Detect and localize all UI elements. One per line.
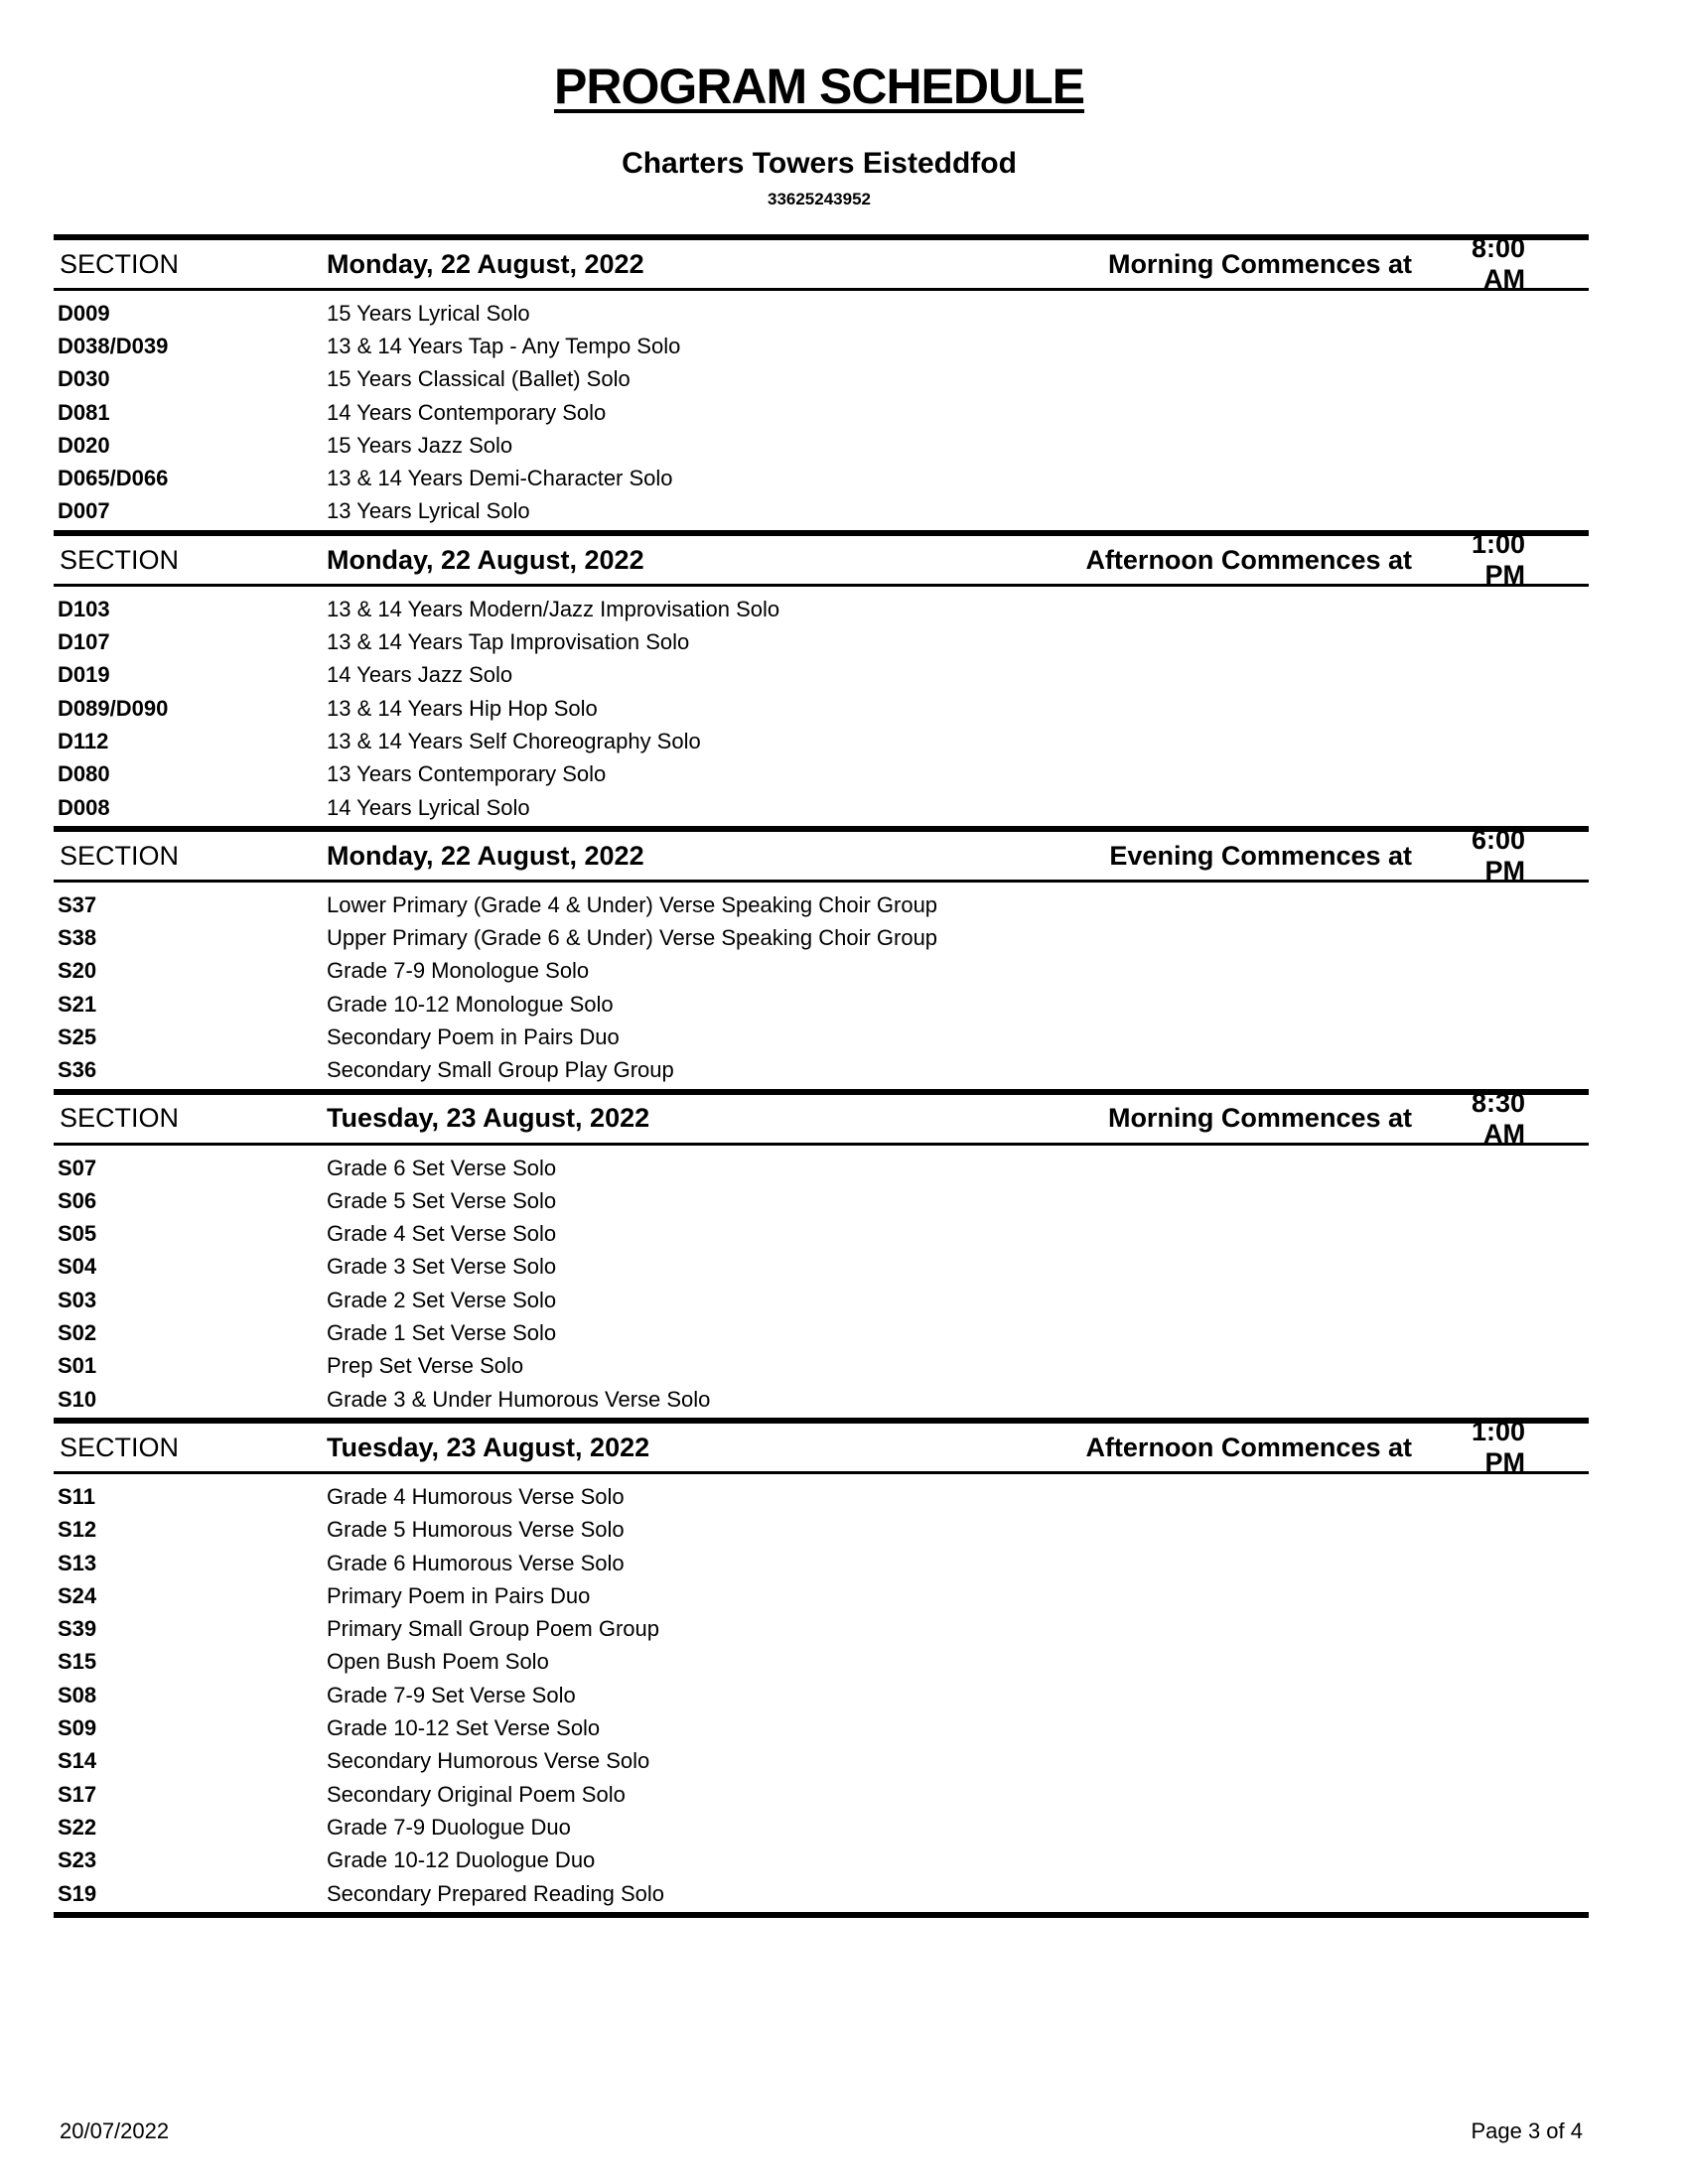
event-code-cell: S25 xyxy=(58,1024,97,1049)
table-row xyxy=(54,955,1589,988)
event-name-cell: Grade 5 Set Verse Solo xyxy=(327,1187,557,1213)
event-code-cell: S09 xyxy=(58,1715,97,1741)
event-code-cell: D020 xyxy=(58,432,110,458)
table-row xyxy=(54,1184,1589,1217)
event-code-cell: D107 xyxy=(58,629,110,655)
event-code-cell: D103 xyxy=(58,596,110,621)
section-session: Evening Commences at xyxy=(1109,840,1412,871)
event-code-cell: D019 xyxy=(58,662,110,688)
table-row xyxy=(54,1514,1589,1547)
event-name-cell: 15 Years Jazz Solo xyxy=(327,432,513,458)
event-code-cell: S21 xyxy=(58,991,97,1017)
event-code-cell: S36 xyxy=(58,1057,97,1083)
event-code-cell: S38 xyxy=(58,925,97,951)
table-row xyxy=(54,1711,1589,1744)
event-code: 33625243952 xyxy=(767,190,871,208)
table-row xyxy=(54,1021,1589,1053)
event-code-cell: S22 xyxy=(58,1814,97,1840)
event-code-cell: D007 xyxy=(58,498,110,524)
event-name: Charters Towers Eisteddfod xyxy=(622,147,1017,180)
footer-date: 20/07/2022 xyxy=(60,2118,170,2143)
section-session: Afternoon Commences at xyxy=(1085,1432,1412,1462)
event-name-cell: Lower Primary (Grade 4 & Under) Verse Speaking Choir Group xyxy=(327,891,938,917)
event-name-cell: Grade 1 Set Verse Solo xyxy=(327,1320,557,1346)
event-name-cell: Grade 3 Set Verse Solo xyxy=(327,1254,557,1280)
event-code-cell: D080 xyxy=(58,761,110,787)
section-date: Monday, 22 August, 2022 xyxy=(327,840,644,871)
section-rows xyxy=(54,1146,1589,1418)
event-name-cell: Secondary Prepared Reading Solo xyxy=(327,1880,665,1906)
table-row xyxy=(54,495,1589,528)
section-date: Tuesday, 23 August, 2022 xyxy=(327,1432,650,1462)
section-date: Tuesday, 23 August, 2022 xyxy=(327,1103,650,1134)
table-row xyxy=(54,1251,1589,1284)
schedule-section xyxy=(54,234,1589,530)
event-name-cell: Secondary Small Group Play Group xyxy=(327,1057,674,1083)
schedule-section xyxy=(54,1418,1589,1918)
event-name-cell: 15 Years Lyrical Solo xyxy=(327,300,530,326)
section-time: 8:30 AM xyxy=(1471,1087,1525,1149)
event-code-cell: S23 xyxy=(58,1847,97,1873)
section-time: 1:00 PM xyxy=(1471,529,1525,591)
event-code-cell: S03 xyxy=(58,1287,97,1312)
event-name-cell: Grade 5 Humorous Verse Solo xyxy=(327,1517,625,1543)
table-row xyxy=(54,988,1589,1021)
event-name-cell: 13 & 14 Years Tap - Any Tempo Solo xyxy=(327,333,681,358)
event-code-cell: S37 xyxy=(58,891,97,917)
table-row xyxy=(54,593,1589,625)
section-time: 6:00 PM xyxy=(1471,825,1525,887)
event-name-cell: Secondary Original Poem Solo xyxy=(327,1781,626,1807)
table-row xyxy=(54,791,1589,824)
event-code-cell: D009 xyxy=(58,300,110,326)
event-name-cell: Grade 7-9 Set Verse Solo xyxy=(327,1682,576,1707)
event-code-cell: D038/D039 xyxy=(58,333,169,358)
table-row xyxy=(54,1316,1589,1349)
event-code-cell: S08 xyxy=(58,1682,97,1707)
table-row xyxy=(54,1350,1589,1383)
table-row xyxy=(54,1613,1589,1646)
table-row xyxy=(54,1152,1589,1184)
section-rows xyxy=(54,587,1589,826)
event-name-cell: Open Bush Poem Solo xyxy=(327,1649,549,1675)
section-label: SECTION xyxy=(60,544,180,575)
table-row xyxy=(54,659,1589,692)
event-name-cell: Grade 7-9 Monologue Solo xyxy=(327,958,590,984)
schedule-sections xyxy=(54,234,1589,1918)
event-name-cell: 14 Years Lyrical Solo xyxy=(327,794,530,820)
table-row xyxy=(54,1480,1589,1513)
event-code-cell: S14 xyxy=(58,1748,97,1774)
event-code-cell: S13 xyxy=(58,1550,97,1575)
event-name-cell: 15 Years Classical (Ballet) Solo xyxy=(327,366,631,392)
section-time: 1:00 PM xyxy=(1471,1417,1525,1478)
table-row xyxy=(54,758,1589,791)
table-row xyxy=(54,1679,1589,1711)
section-session: Morning Commences at xyxy=(1107,248,1412,279)
schedule-section xyxy=(54,826,1589,1089)
table-row xyxy=(54,1284,1589,1316)
table-row xyxy=(54,921,1589,954)
event-name-cell: Grade 4 Set Verse Solo xyxy=(327,1221,557,1247)
event-name-cell: 14 Years Contemporary Solo xyxy=(327,399,607,425)
table-row xyxy=(54,363,1589,396)
section-session: Morning Commences at xyxy=(1107,1103,1412,1134)
event-code-cell: D112 xyxy=(58,728,109,753)
event-name-cell: Primary Small Group Poem Group xyxy=(327,1616,659,1642)
table-row xyxy=(54,330,1589,362)
page-title-text: PROGRAM SCHEDULE xyxy=(553,59,1085,114)
section-header xyxy=(54,233,1589,294)
event-code-cell: S07 xyxy=(58,1155,97,1180)
table-row xyxy=(54,396,1589,429)
event-code-cell: S24 xyxy=(58,1582,97,1608)
event-code-cell: S39 xyxy=(58,1616,97,1642)
event-name-cell: Upper Primary (Grade 6 & Under) Verse Speaking Choir Group xyxy=(327,925,938,951)
page-title xyxy=(0,58,1638,115)
event-code-cell: S17 xyxy=(58,1781,97,1807)
event-code-cell: S06 xyxy=(58,1187,97,1213)
event-code-cell: S02 xyxy=(58,1320,97,1346)
event-name-cell: 13 Years Lyrical Solo xyxy=(327,498,530,524)
event-code-cell: D030 xyxy=(58,366,110,392)
event-name-cell: Primary Poem in Pairs Duo xyxy=(327,1582,591,1608)
event-name-cell: 13 & 14 Years Demi-Character Solo xyxy=(327,466,673,491)
table-row xyxy=(54,625,1589,658)
event-code-cell: S05 xyxy=(58,1221,97,1247)
event-code-cell: D065/D066 xyxy=(58,466,169,491)
table-row xyxy=(54,1579,1589,1612)
event-name-cell: Grade 10-12 Duologue Duo xyxy=(327,1847,596,1873)
section-label: SECTION xyxy=(60,1432,180,1462)
table-row xyxy=(54,1745,1589,1778)
schedule-section xyxy=(54,1089,1589,1418)
event-code-cell: S10 xyxy=(58,1386,97,1412)
section-rows xyxy=(54,291,1589,530)
event-name-cell: Secondary Humorous Verse Solo xyxy=(327,1748,650,1774)
section-rows xyxy=(54,1474,1589,1912)
event-name-cell: Grade 10-12 Set Verse Solo xyxy=(327,1715,601,1741)
section-header xyxy=(54,1417,1589,1478)
section-date: Monday, 22 August, 2022 xyxy=(327,248,644,279)
table-row xyxy=(54,888,1589,921)
section-session: Afternoon Commences at xyxy=(1085,544,1412,575)
table-row xyxy=(54,1877,1589,1910)
event-code-cell: D081 xyxy=(58,399,110,425)
section-label: SECTION xyxy=(60,1103,180,1134)
event-code-cell: D008 xyxy=(58,794,110,820)
event-name-cell: Grade 10-12 Monologue Solo xyxy=(327,991,614,1017)
table-row xyxy=(54,1778,1589,1811)
table-row xyxy=(54,725,1589,757)
table-row xyxy=(54,462,1589,494)
schedule-section xyxy=(54,530,1589,826)
section-date: Monday, 22 August, 2022 xyxy=(327,544,644,575)
table-row xyxy=(54,1844,1589,1877)
table-row xyxy=(54,1218,1589,1251)
event-name-cell: Grade 7-9 Duologue Duo xyxy=(327,1814,571,1840)
section-time: 8:00 AM xyxy=(1471,233,1525,294)
section-rows xyxy=(54,883,1589,1089)
table-row xyxy=(54,1646,1589,1679)
table-row xyxy=(54,1547,1589,1579)
section-header xyxy=(54,825,1589,887)
footer-page-number: Page 3 of 4 xyxy=(1471,2118,1583,2143)
event-name-cell: 13 & 14 Years Tap Improvisation Solo xyxy=(327,629,690,655)
event-code-cell: S01 xyxy=(58,1353,97,1379)
event-name-cell: Grade 6 Set Verse Solo xyxy=(327,1155,557,1180)
event-code-cell: S04 xyxy=(58,1254,97,1280)
section-header xyxy=(54,1087,1589,1149)
event-name-cell: 13 & 14 Years Self Choreography Solo xyxy=(327,728,701,753)
table-row xyxy=(54,429,1589,462)
event-name-cell: Grade 3 & Under Humorous Verse Solo xyxy=(327,1386,711,1412)
event-name-cell: Grade 6 Humorous Verse Solo xyxy=(327,1550,625,1575)
event-name-cell: Prep Set Verse Solo xyxy=(327,1353,524,1379)
event-code-cell: S11 xyxy=(58,1483,95,1509)
event-name-cell: Grade 4 Humorous Verse Solo xyxy=(327,1483,625,1509)
table-row xyxy=(54,692,1589,725)
event-code-cell: S20 xyxy=(58,958,97,984)
table-row xyxy=(54,1811,1589,1843)
event-code-cell: S15 xyxy=(58,1649,97,1675)
event-name-cell: 13 Years Contemporary Solo xyxy=(327,761,607,787)
section-label: SECTION xyxy=(60,248,180,279)
event-name-cell: 13 & 14 Years Modern/Jazz Improvisation Solo xyxy=(327,596,780,621)
event-code-cell: D089/D090 xyxy=(58,695,169,721)
event-name-cell: Secondary Poem in Pairs Duo xyxy=(327,1024,620,1049)
section-label: SECTION xyxy=(60,840,180,871)
event-name-cell: Grade 2 Set Verse Solo xyxy=(327,1287,557,1312)
event-code-cell: S12 xyxy=(58,1517,97,1543)
table-row xyxy=(54,1054,1589,1087)
event-name-cell: 13 & 14 Years Hip Hop Solo xyxy=(327,695,598,721)
event-code-cell: S19 xyxy=(58,1880,97,1906)
event-name-cell: 14 Years Jazz Solo xyxy=(327,662,513,688)
table-row xyxy=(54,1383,1589,1416)
section-header xyxy=(54,529,1589,591)
table-row xyxy=(54,297,1589,330)
